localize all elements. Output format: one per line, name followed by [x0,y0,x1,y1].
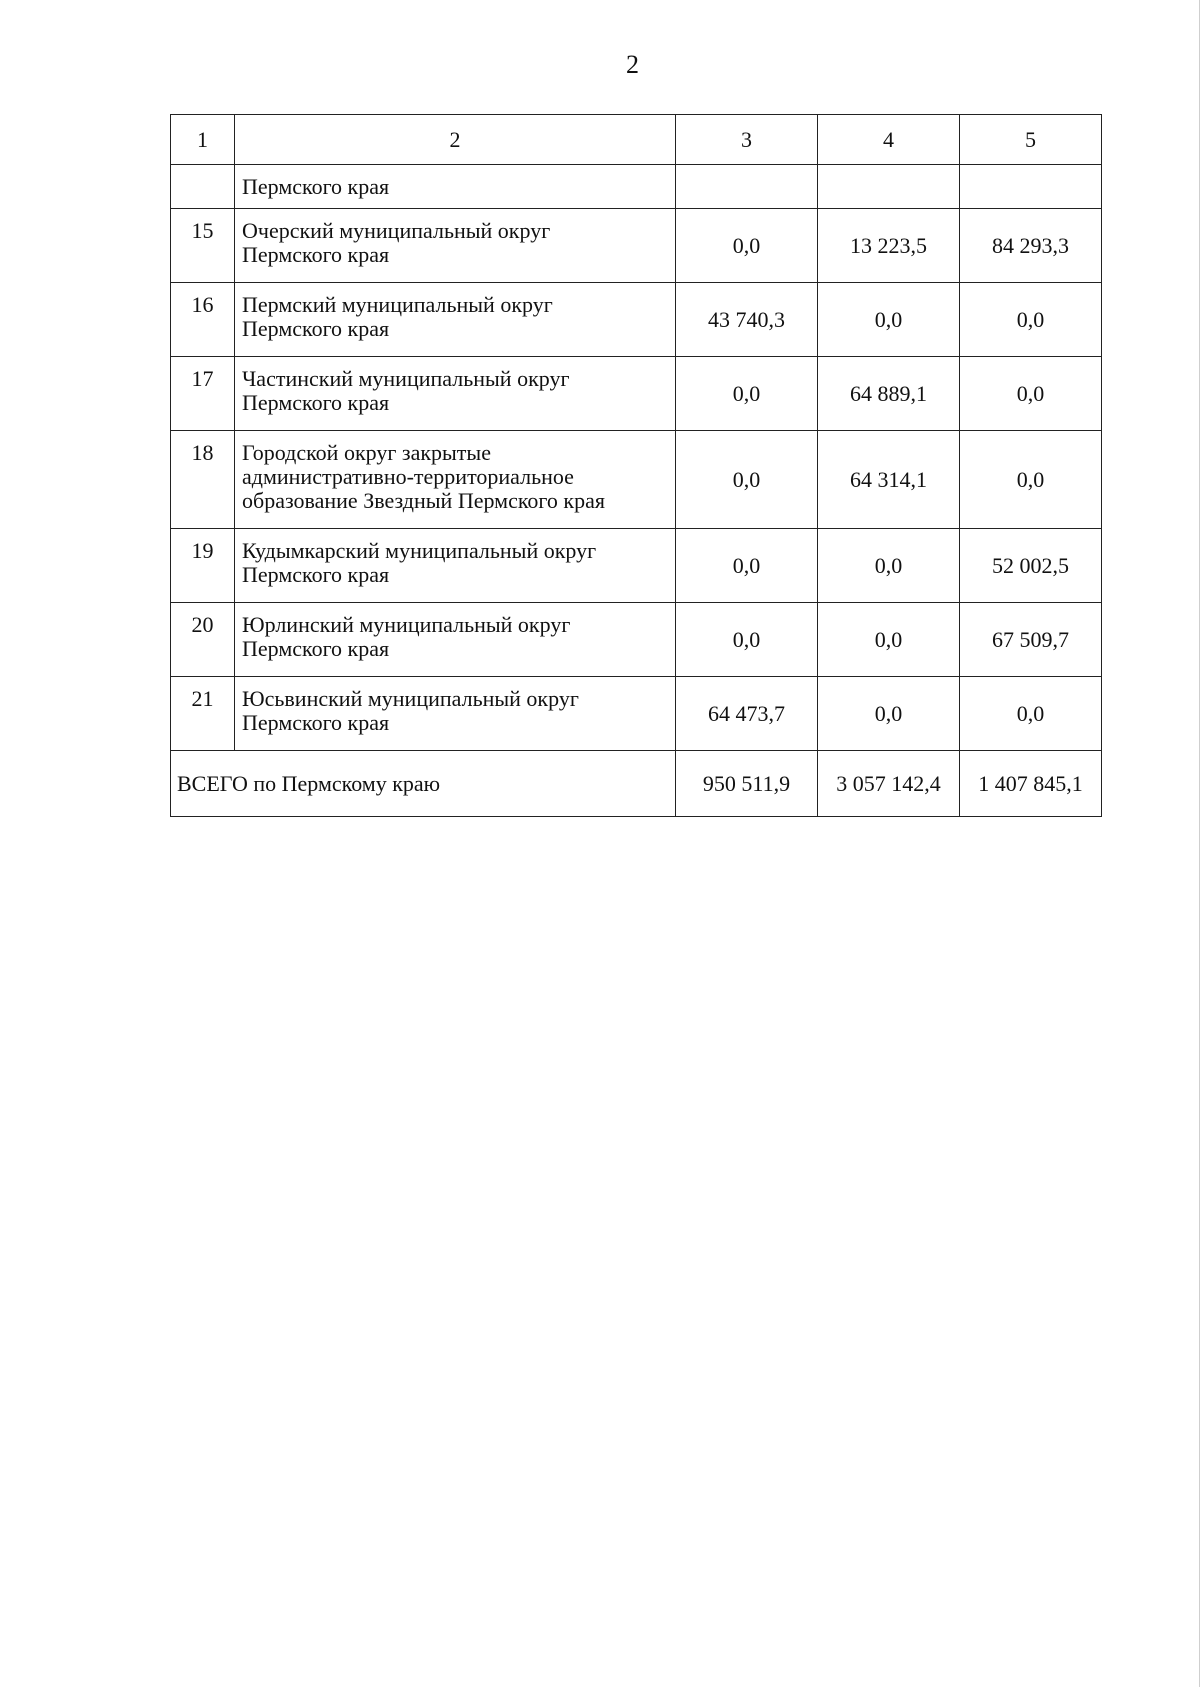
value-col4: 64 314,1 [818,431,960,529]
name-line: Пермского края [242,562,390,587]
header-row [171,115,1102,165]
value-col4: 0,0 [818,677,960,751]
header-cell: 2 [235,115,676,165]
row-number: 20 [171,603,235,677]
municipality-name [235,209,676,283]
header-cell: 3 [676,115,818,165]
table-row [171,431,1102,529]
name-line: Пермского края [242,242,390,267]
name-line: Очерский муниципальный округ [242,218,551,243]
name-line: Юрлинский муниципальный округ [242,612,571,637]
value-col5: 0,0 [960,283,1102,357]
name-line: Юсьвинский муниципальный округ [242,686,579,711]
header-cell: 5 [960,115,1102,165]
name-line: Пермского края [242,636,390,661]
page-number: 2 [626,50,639,79]
value-col3: 0,0 [676,209,818,283]
name-line: административно-территориальное [242,464,574,489]
name-line: Кудымкарский муниципальный округ [242,538,597,563]
name-line: Пермского края [242,316,390,341]
total-col3: 950 511,9 [676,751,818,817]
name-line: образование Звездный Пермского края [242,488,605,513]
row-number: 21 [171,677,235,751]
total-col5: 1 407 845,1 [960,751,1102,817]
value-col3: 0,0 [676,603,818,677]
value-col4: 13 223,5 [818,209,960,283]
header-cell: 4 [818,115,960,165]
row-number [171,165,235,209]
value-col4: 0,0 [818,283,960,357]
value-col3: 0,0 [676,529,818,603]
table-row [171,603,1102,677]
value-col3 [676,165,818,209]
value-col3: 0,0 [676,357,818,431]
value-col4: 0,0 [818,603,960,677]
table-row [171,283,1102,357]
total-row [171,751,1102,817]
value-col5: 0,0 [960,357,1102,431]
value-col3: 0,0 [676,431,818,529]
municipality-name [235,283,676,357]
value-col5: 0,0 [960,431,1102,529]
municipality-name [235,529,676,603]
name-line: Городской округ закрытые [242,440,491,465]
table-row [171,529,1102,603]
row-number: 18 [171,431,235,529]
value-col4: 64 889,1 [818,357,960,431]
name-line: Пермского края [242,173,390,199]
value-col5: 52 002,5 [960,529,1102,603]
total-label: ВСЕГО по Пермскому краю [171,751,676,817]
name-line: Пермский муниципальный округ [242,292,553,317]
value-col5 [960,165,1102,209]
row-number: 16 [171,283,235,357]
value-col3: 64 473,7 [676,677,818,751]
municipality-name [235,677,676,751]
value-col4: 0,0 [818,529,960,603]
total-col4: 3 057 142,4 [818,751,960,817]
name-line: Частинский муниципальный округ [242,366,570,391]
header-cell: 1 [171,115,235,165]
continuation-row [171,165,1102,209]
value-col5: 67 509,7 [960,603,1102,677]
value-col5: 84 293,3 [960,209,1102,283]
municipality-name [235,165,676,209]
table-row [171,357,1102,431]
row-number: 17 [171,357,235,431]
value-col3: 43 740,3 [676,283,818,357]
table-row [171,677,1102,751]
data-table [170,114,1102,817]
row-number: 19 [171,529,235,603]
municipality-name [235,431,676,529]
name-line: Пермского края [242,390,390,415]
name-line: Пермского края [242,710,390,735]
value-col5: 0,0 [960,677,1102,751]
table-row [171,209,1102,283]
row-number: 15 [171,209,235,283]
municipality-name [235,357,676,431]
value-col4 [818,165,960,209]
municipality-name [235,603,676,677]
